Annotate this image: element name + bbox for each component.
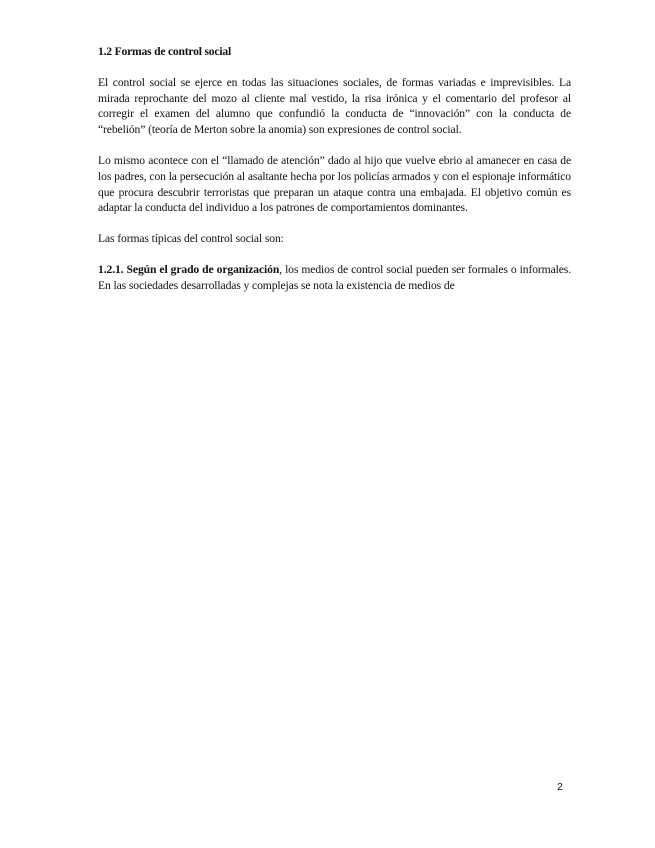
paragraph-3: Las formas típicas del control social son:: [98, 232, 284, 246]
subsection-lead: 1.2.1. Según el grado de organización: [98, 262, 280, 276]
page-number: 2: [557, 781, 563, 793]
paragraph-1: El control social se ejerce en todas las situaciones sociales, de formas variadas e imprevisibles. La mirada reprochante del mozo al cliente mal vestido, la risa irónica y el comentario del profesor al corregir el examen del alumno que confundió la conducta de “innovación” con la conducta de “rebelión” (teoría de Merton sobre la anomia) son expresiones de control social.: [98, 75, 571, 137]
section-heading: 1.2 Formas de control social: [98, 45, 231, 58]
paragraph-2: Lo mismo acontece con el “llamado de atención” dado al hijo que vuelve ebrio al amanecer en casa de los padres, con la persecución al asaltante hecha por los policías armados y con el espionaje informático que procura descubrir terroristas que preparan un ataque contra una embajada. El objetivo común es adaptar la conducta del individuo a los patrones de comportamientos dominantes.: [98, 153, 571, 215]
subsection-text: , los medios de control social pueden ser formales o informales. En las sociedades desarrolladas y complejas se nota la existencia de medios de: [98, 262, 572, 292]
paragraph-4: [98, 262, 571, 294]
page-content: [98, 44, 571, 294]
